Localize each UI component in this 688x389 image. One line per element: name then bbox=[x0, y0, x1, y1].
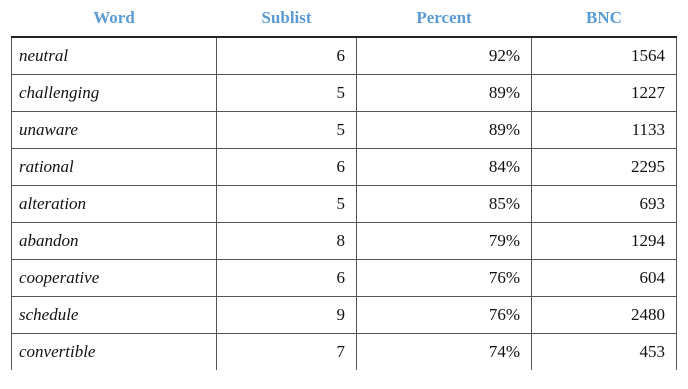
sublist-cell: 6 bbox=[217, 149, 357, 186]
word-cell: neutral bbox=[12, 37, 217, 75]
word-cell: abandon bbox=[12, 223, 217, 260]
sublist-cell: 9 bbox=[217, 297, 357, 334]
header-percent: Percent bbox=[357, 0, 532, 37]
table-row bbox=[12, 297, 677, 334]
bnc-cell: 453 bbox=[532, 334, 677, 371]
sublist-cell: 5 bbox=[217, 186, 357, 223]
percent-cell: 89% bbox=[357, 112, 532, 149]
sublist-cell: 6 bbox=[217, 37, 357, 75]
table-row bbox=[12, 334, 677, 371]
bnc-cell: 2295 bbox=[532, 149, 677, 186]
word-frequency-table bbox=[11, 0, 677, 370]
header-bnc: BNC bbox=[532, 0, 677, 37]
percent-cell: 92% bbox=[357, 37, 532, 75]
bnc-cell: 693 bbox=[532, 186, 677, 223]
header-row bbox=[12, 0, 677, 37]
bnc-cell: 1133 bbox=[532, 112, 677, 149]
table-body bbox=[12, 37, 677, 370]
word-cell: alteration bbox=[12, 186, 217, 223]
word-cell: challenging bbox=[12, 75, 217, 112]
percent-cell: 76% bbox=[357, 260, 532, 297]
bnc-cell: 1294 bbox=[532, 223, 677, 260]
sublist-cell: 5 bbox=[217, 75, 357, 112]
table-row bbox=[12, 223, 677, 260]
word-cell: cooperative bbox=[12, 260, 217, 297]
table-row bbox=[12, 186, 677, 223]
table-header bbox=[12, 0, 677, 37]
table-row bbox=[12, 149, 677, 186]
sublist-cell: 7 bbox=[217, 334, 357, 371]
percent-cell: 79% bbox=[357, 223, 532, 260]
percent-cell: 84% bbox=[357, 149, 532, 186]
table-row bbox=[12, 75, 677, 112]
sublist-cell: 6 bbox=[217, 260, 357, 297]
word-cell: unaware bbox=[12, 112, 217, 149]
percent-cell: 85% bbox=[357, 186, 532, 223]
sublist-cell: 8 bbox=[217, 223, 357, 260]
table-row bbox=[12, 37, 677, 75]
bnc-cell: 2480 bbox=[532, 297, 677, 334]
bnc-cell: 604 bbox=[532, 260, 677, 297]
table-row bbox=[12, 112, 677, 149]
percent-cell: 89% bbox=[357, 75, 532, 112]
word-cell: schedule bbox=[12, 297, 217, 334]
bnc-cell: 1227 bbox=[532, 75, 677, 112]
header-word: Word bbox=[12, 0, 217, 37]
bnc-cell: 1564 bbox=[532, 37, 677, 75]
word-cell: rational bbox=[12, 149, 217, 186]
percent-cell: 74% bbox=[357, 334, 532, 371]
table-row bbox=[12, 260, 677, 297]
word-cell: convertible bbox=[12, 334, 217, 371]
sublist-cell: 5 bbox=[217, 112, 357, 149]
header-sublist: Sublist bbox=[217, 0, 357, 37]
percent-cell: 76% bbox=[357, 297, 532, 334]
